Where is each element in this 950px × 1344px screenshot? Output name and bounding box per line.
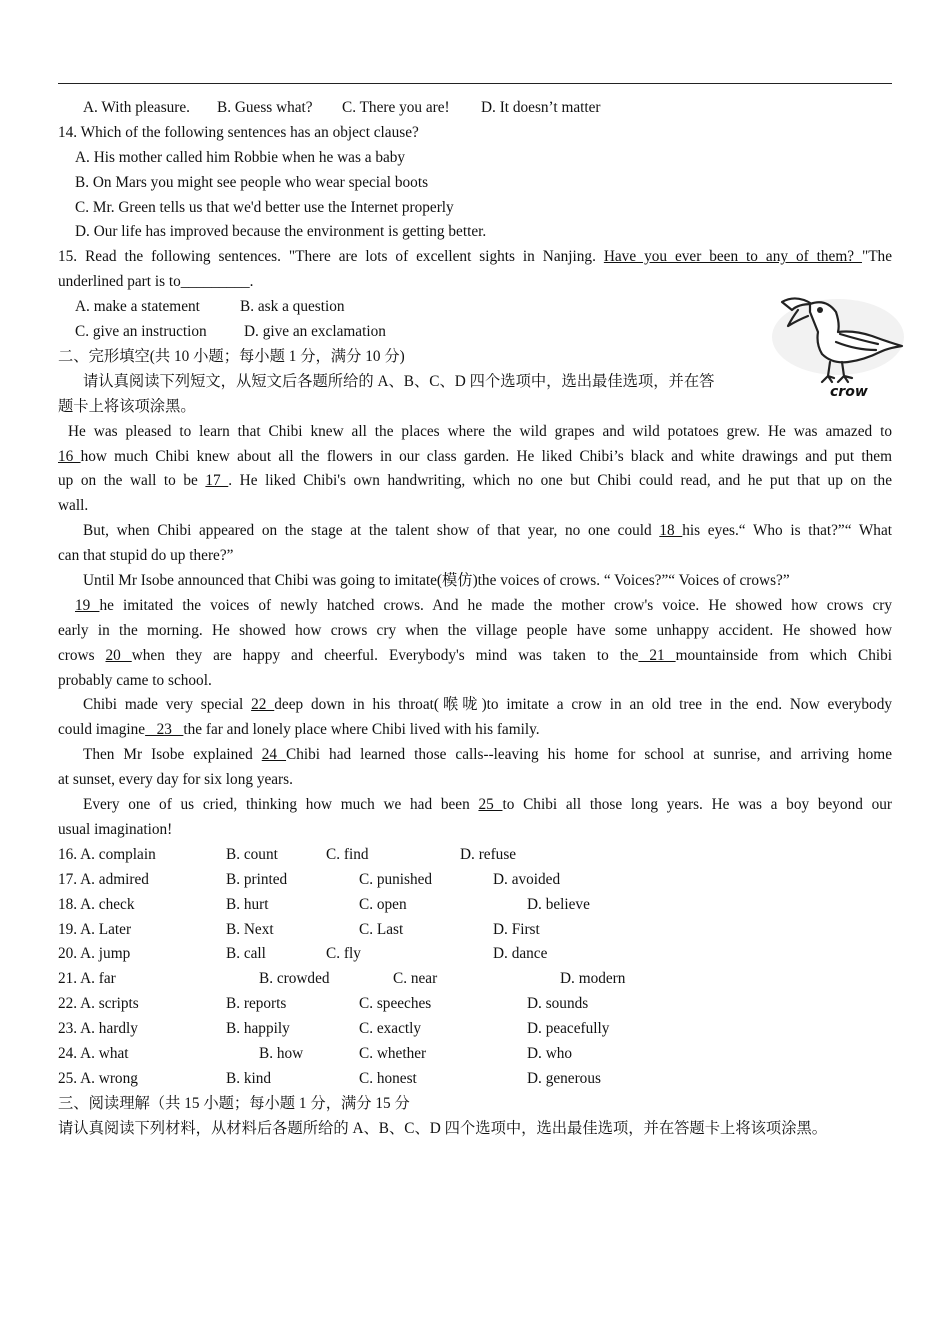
passage-p6-line1: Every one of us cried, thinking how much we had been 25 to Chibi all those long years. He was a boy beyond our: [83, 796, 892, 813]
passage-p3-line2: 19 he imitated the voices of newly hatched crows. And he made the mother crow's voice. He showed how crows cry: [75, 597, 892, 614]
passage-p2-line2: can that stupid do up there?”: [58, 547, 234, 564]
q15-option-a: A. make a statement: [75, 298, 200, 315]
q13-option-a: A. With pleasure.: [83, 99, 191, 116]
q13-option-d: D. It doesn’t matter: [481, 99, 601, 116]
blank-21: 21: [638, 647, 676, 664]
q15-stem-line2: underlined part is to_________.: [58, 273, 254, 290]
q22-option-d: D. sounds: [527, 995, 589, 1012]
section3-instruction: 请认真阅读下列材料，从材料后各题所给的 A、B、C、D 四个选项中，选出最佳选项，并在答题卡上将该项涂黑。: [58, 1120, 828, 1137]
q20-option-d: D. dance: [493, 945, 548, 962]
q23-option-b: B. happily: [226, 1020, 290, 1037]
q25-option-c: C. honest: [359, 1070, 417, 1087]
q18-option-b: B. hurt: [226, 896, 269, 913]
q18-option-c: C. open: [359, 896, 407, 913]
q23-option-a: 23. A. hardly: [58, 1020, 138, 1037]
q14-stem: 14. Which of the following sentences has an object clause?: [58, 124, 419, 141]
q15-stem: 15. Read the following sentences. "There are lots of excellent sights in Nanjing. Have you ever been to any of them? "The: [58, 248, 892, 265]
blank-22: 22: [251, 696, 275, 713]
q24-option-b: B. how: [259, 1045, 304, 1062]
q23-option-d: D. peacefully: [527, 1020, 610, 1037]
passage-p1-line4: wall.: [58, 497, 89, 514]
q25-option-b: B. kind: [226, 1070, 272, 1087]
q14-option-c: C. Mr. Green tells us that we'd better use the Internet properly: [75, 199, 454, 216]
q13-option-c: C. There you are!: [342, 99, 450, 116]
q16-option-a: 16. A. complain: [58, 846, 156, 863]
passage-p3-line1: Until Mr Isobe announced that Chibi was going to imitate(模仿)the voices of crows. “ Voices?”“ Voices of crows?”: [83, 572, 790, 589]
passage-p1-line3: up on the wall to be 17 . He liked Chibi's own handwriting, which no one but Chibi could read, and he put that up on the: [58, 472, 892, 489]
crow-eye: [817, 307, 823, 313]
q24-option-a: 24. A. what: [58, 1045, 129, 1062]
q19-option-c: C. Last: [359, 921, 404, 938]
q21-option-b: B. crowded: [259, 970, 330, 987]
passage-p6-line2: usual imagination!: [58, 821, 173, 838]
passage-p3-line5: probably came to school.: [58, 672, 212, 689]
section2-instruction-line2: 题卡上将该项涂黑。: [58, 398, 196, 415]
q19-option-b: B. Next: [226, 921, 274, 938]
passage-p3-line4: crows 20 when they are happy and cheerful. Everybody's mind was taken to the 21 mountainside from which Chibi: [58, 647, 892, 664]
blank-20: 20: [105, 647, 132, 664]
crow-illustration: [768, 292, 906, 402]
q22-option-c: C. speeches: [359, 995, 432, 1012]
section2-title: 二、完形填空(共 10 小题；每小题 1 分，满分 10 分): [58, 348, 405, 365]
q22-option-a: 22. A. scripts: [58, 995, 139, 1012]
blank-25: 25: [478, 796, 503, 813]
q21-option-d: D. modern: [560, 970, 626, 987]
section2-instruction-line1: 请认真阅读下列短文，从短文后各题所给的 A、B、C、D 四个选项中，选出最佳选项，并在答: [83, 373, 715, 390]
q14-option-b: B. On Mars you might see people who wear special boots: [75, 174, 429, 191]
q22-option-b: B. reports: [226, 995, 287, 1012]
section3-title: 三、阅读理解（共 15 小题；每小题 1 分，满分 15 分: [58, 1095, 410, 1112]
q20-option-a: 20. A. jump: [58, 945, 131, 962]
blank-18: 18: [659, 522, 683, 539]
q16-option-c: C. find: [326, 846, 369, 863]
q25-option-a: 25. A. wrong: [58, 1070, 138, 1087]
q15-option-d: D. give an exclamation: [244, 323, 386, 340]
q20-option-b: B. call: [226, 945, 266, 962]
passage-p1-line1: He was pleased to learn that Chibi knew all the places where the wild grapes and wild potatoes grew. He was amazed to: [68, 423, 892, 440]
q15-option-b: B. ask a question: [240, 298, 345, 315]
q15-option-c: C. give an instruction: [75, 323, 207, 340]
blank-23: 23: [145, 721, 184, 738]
passage-p3-line3: early in the morning. He showed how crows cry when the village people have some unhappy accident. He showed how: [58, 622, 892, 639]
passage-p4-line2: could imagine 23 the far and lonely place where Chibi lived with his family.: [58, 721, 540, 738]
q20-option-c: C. fly: [326, 945, 361, 962]
q24-option-d: D. who: [527, 1045, 573, 1062]
q23-option-c: C. exactly: [359, 1020, 422, 1037]
passage-p1-line2: 16 how much Chibi knew about all the flowers in our class garden. He liked Chibi’s black and white drawings and put them: [58, 448, 892, 465]
blank-19: 19: [75, 597, 100, 614]
q17-option-a: 17. A. admired: [58, 871, 149, 888]
q21-option-c: C. near: [393, 970, 438, 987]
q18-option-d: D. believe: [527, 896, 590, 913]
q16-option-d: D. refuse: [460, 846, 517, 863]
q21-option-a: 21. A. far: [58, 970, 116, 987]
q19-option-a: 19. A. Later: [58, 921, 132, 938]
q17-option-b: B. printed: [226, 871, 288, 888]
q19-option-d: D. First: [493, 921, 540, 938]
passage-p2-line1: But, when Chibi appeared on the stage at the talent show of that year, no one could 18 his eyes.“ Who is that?”“ What: [83, 522, 892, 539]
blank-24: 24: [261, 746, 287, 763]
blank-17: 17: [205, 472, 229, 489]
header-rule: [58, 83, 892, 84]
passage-p4-line1: Chibi made very special 22 deep down in his throat(喉咙)to imitate a crow in an old tree in the end. Now everybody: [83, 696, 893, 713]
q25-option-d: D. generous: [527, 1070, 601, 1087]
q24-option-c: C. whether: [359, 1045, 427, 1062]
q17-option-d: D. avoided: [493, 871, 561, 888]
q15-underlined-sentence: Have you ever been to any of them?: [603, 248, 862, 265]
q16-option-b: B. count: [226, 846, 278, 863]
q17-option-c: C. punished: [359, 871, 433, 888]
crow-caption: crow: [830, 384, 868, 400]
q14-option-d: D. Our life has improved because the environment is getting better.: [75, 223, 487, 240]
q14-option-a: A. His mother called him Robbie when he was a baby: [75, 149, 406, 166]
blank-16: 16: [58, 448, 81, 465]
passage-p5-line2: at sunset, every day for six long years.: [58, 771, 293, 788]
passage-p5-line1: Then Mr Isobe explained 24 Chibi had learned those calls--leaving his home for school at sunrise, and arriving home: [83, 746, 892, 763]
q18-option-a: 18. A. check: [58, 896, 135, 913]
q13-option-b: B. Guess what?: [217, 99, 313, 116]
